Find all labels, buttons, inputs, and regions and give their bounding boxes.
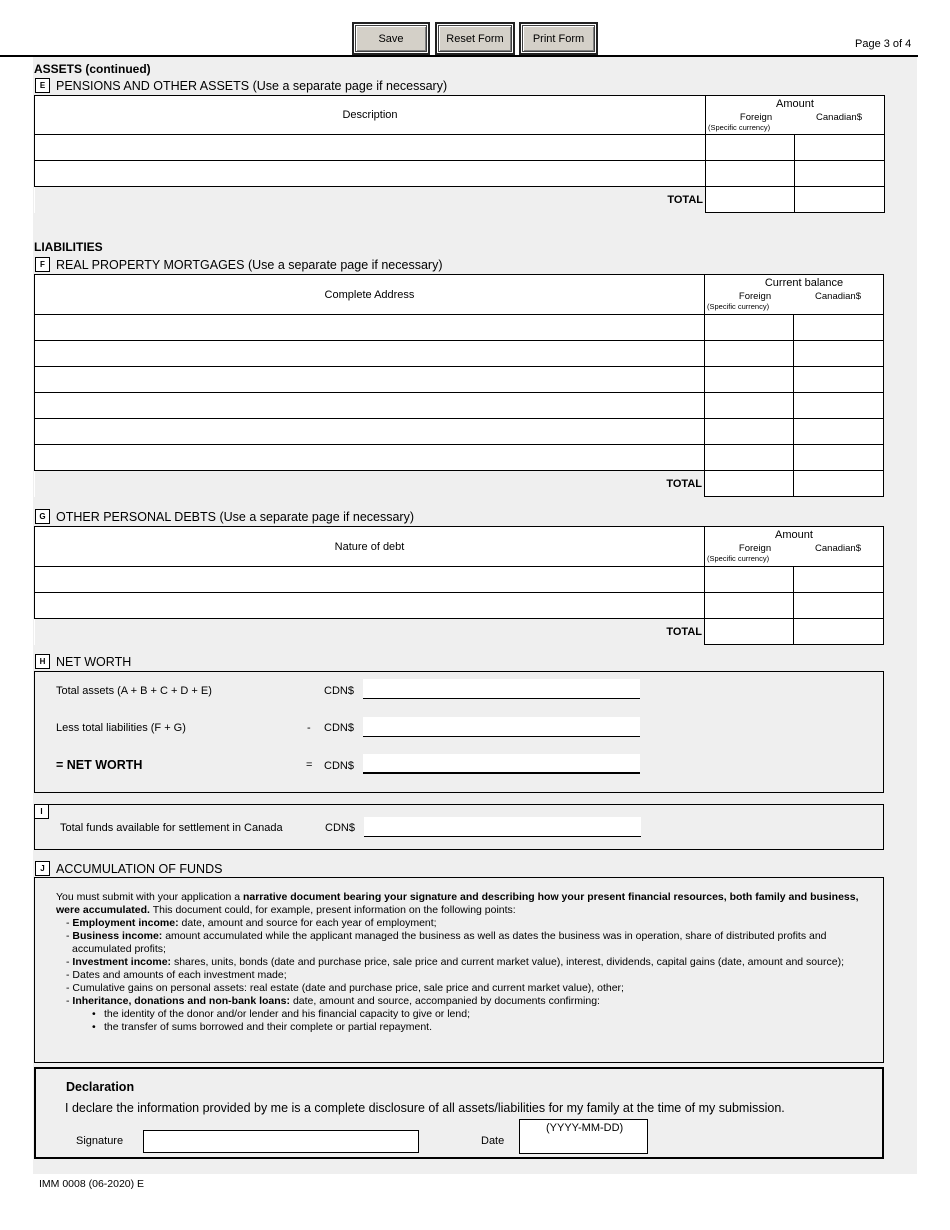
signature-field[interactable] — [143, 1130, 419, 1153]
foreign-header-label: Foreign — [738, 543, 772, 554]
canadian-header-label: Canadian$ — [815, 543, 861, 554]
canadian-amount-cell[interactable] — [794, 315, 884, 341]
section-f-title: REAL PROPERTY MORTGAGES (Use a separate page if necessary) — [56, 258, 443, 272]
section-e-title: PENSIONS AND OTHER ASSETS (Use a separate page if necessary) — [56, 79, 448, 93]
canadian-total-cell[interactable] — [794, 471, 884, 497]
accumulation-point: - Dates and amounts of each investment made; — [66, 969, 287, 981]
accumulation-bullet: • the identity of the donor and/or lender and his financial capacity to give or lend; — [104, 1008, 864, 1021]
less-liabilities-currency: CDN$ — [324, 722, 354, 734]
section-g-title: OTHER PERSONAL DEBTS (Use a separate page if necessary) — [56, 510, 415, 524]
table-row — [35, 161, 885, 187]
balance-header-label: Current balance — [764, 277, 844, 289]
canadian-amount-cell[interactable] — [794, 419, 884, 445]
liabilities-heading: LIABILITIES — [34, 240, 103, 254]
net-worth-currency: CDN$ — [324, 760, 354, 772]
accumulation-intro: You must submit with your application a narrative document bearing your signature and describing how your present financial resources, both family and business, were accumulated. This document could, for example, present information on the following points: — [56, 891, 859, 916]
foreign-amount-cell[interactable] — [705, 393, 794, 419]
foreign-amount-cell[interactable] — [705, 341, 794, 367]
declaration-title: Declaration — [66, 1080, 135, 1094]
equals-sign: = — [306, 759, 313, 771]
canadian-amount-cell[interactable] — [794, 393, 884, 419]
funds-currency: CDN$ — [325, 822, 355, 834]
foreign-note-label: (Specific currency) — [707, 302, 770, 311]
section-g-table — [34, 526, 884, 645]
canadian-total-cell[interactable] — [795, 187, 885, 213]
table-row — [35, 341, 884, 367]
balance-header — [705, 275, 884, 315]
section-f-letter: F — [35, 257, 50, 272]
canadian-amount-cell[interactable] — [795, 135, 885, 161]
less-liabilities-input[interactable] — [363, 717, 640, 737]
canadian-amount-cell[interactable] — [794, 367, 884, 393]
address-cell[interactable] — [35, 419, 705, 445]
foreign-amount-cell[interactable] — [706, 161, 795, 187]
reset-form-button[interactable]: Reset Form — [438, 25, 512, 52]
net-worth-input[interactable] — [363, 754, 640, 774]
foreign-header-label: Foreign — [739, 112, 773, 123]
foreign-total-cell[interactable] — [705, 619, 794, 645]
print-form-button[interactable]: Print Form — [522, 25, 595, 52]
table-row — [35, 135, 885, 161]
table-row — [35, 419, 884, 445]
save-button-frame — [352, 22, 430, 55]
total-assets-label: Total assets (A + B + C + D + E) — [56, 685, 212, 697]
foreign-header-label: Foreign — [738, 291, 772, 302]
address-header: Complete Address — [35, 275, 705, 315]
address-cell[interactable] — [35, 341, 705, 367]
description-header: Description — [35, 96, 706, 135]
nature-of-debt-header: Nature of debt — [35, 527, 705, 567]
less-liabilities-label: Less total liabilities (F + G) — [56, 722, 186, 734]
foreign-total-cell[interactable] — [706, 187, 795, 213]
foreign-amount-cell[interactable] — [705, 315, 794, 341]
amount-header — [706, 96, 885, 135]
section-e-table — [34, 95, 885, 213]
canadian-total-cell[interactable] — [794, 619, 884, 645]
amount-header-label: Amount — [776, 98, 814, 110]
nature-of-debt-cell[interactable] — [35, 593, 705, 619]
print-form-button-frame — [519, 22, 598, 55]
canadian-amount-cell[interactable] — [794, 445, 884, 471]
accumulation-text — [56, 891, 864, 1034]
section-f-table — [34, 274, 884, 497]
section-j-letter: J — [35, 861, 50, 876]
declaration-statement: I declare the information provided by me is a complete disclosure of all assets/liabilities for my family at the time of my submission. — [65, 1101, 785, 1115]
address-cell[interactable] — [35, 367, 705, 393]
net-worth-label: = NET WORTH — [56, 758, 143, 772]
funds-input[interactable] — [364, 817, 641, 837]
date-format-hint: (YYYY-MM-DD) — [546, 1122, 624, 1134]
canadian-amount-cell[interactable] — [794, 567, 884, 593]
table-row — [35, 367, 884, 393]
canadian-header-label: Canadian$ — [816, 112, 862, 123]
total-label: TOTAL — [35, 619, 705, 645]
total-row — [35, 619, 884, 645]
total-assets-currency: CDN$ — [324, 685, 354, 697]
foreign-amount-cell[interactable] — [705, 445, 794, 471]
page-indicator: Page 3 of 4 — [855, 38, 912, 50]
description-cell[interactable] — [35, 161, 706, 187]
table-row — [35, 315, 884, 341]
total-label: TOTAL — [35, 187, 706, 213]
section-e-letter: E — [35, 78, 50, 93]
canadian-header-label: Canadian$ — [815, 291, 861, 302]
accumulation-point: - Cumulative gains on personal assets: real estate (date and purchase price, sale price and current market value), other; — [66, 982, 624, 994]
address-cell[interactable] — [35, 445, 705, 471]
accumulation-point: - Investment income: shares, units, bonds (date and purchase price, sale price and current market value), interest, dividends, capital gains (date, amount and source); — [66, 956, 844, 968]
table-row — [35, 393, 884, 419]
accumulation-point: - Business income: amount accumulated while the applicant managed the business as well as dates the business was in operation, share of distributed profits and accumulated profits; — [66, 930, 827, 955]
foreign-amount-cell[interactable] — [705, 567, 794, 593]
amount-header — [705, 527, 884, 567]
reset-form-button-frame — [435, 22, 515, 55]
date-label: Date — [481, 1135, 505, 1147]
section-g-letter: G — [35, 509, 50, 524]
assets-heading: ASSETS (continued) — [34, 62, 151, 76]
canadian-amount-cell[interactable] — [794, 593, 884, 619]
table-row — [35, 567, 884, 593]
canadian-amount-cell[interactable] — [794, 341, 884, 367]
form-code: IMM 0008 (06-2020) E — [39, 1178, 145, 1190]
save-button[interactable]: Save — [355, 25, 427, 52]
total-assets-input[interactable] — [363, 679, 640, 699]
foreign-amount-cell[interactable] — [705, 593, 794, 619]
table-row — [35, 593, 884, 619]
date-field[interactable] — [519, 1119, 648, 1154]
signature-label: Signature — [76, 1135, 124, 1147]
foreign-amount-cell[interactable] — [706, 135, 795, 161]
description-cell[interactable] — [35, 135, 706, 161]
total-row — [35, 187, 885, 213]
minus-sign: - — [307, 722, 311, 734]
section-h-title: NET WORTH — [56, 655, 132, 669]
total-row — [35, 471, 884, 497]
section-i-letter: I — [34, 804, 49, 819]
foreign-note-label: (Specific currency) — [708, 123, 771, 132]
canadian-amount-cell[interactable] — [795, 161, 885, 187]
amount-header-label: Amount — [775, 529, 813, 541]
foreign-amount-cell[interactable] — [705, 419, 794, 445]
foreign-total-cell[interactable] — [705, 471, 794, 497]
funds-label: Total funds available for settlement in Canada — [60, 822, 283, 834]
nature-of-debt-cell[interactable] — [35, 567, 705, 593]
total-label: TOTAL — [35, 471, 705, 497]
address-cell[interactable] — [35, 393, 705, 419]
foreign-note-label: (Specific currency) — [707, 554, 770, 563]
section-j-title: ACCUMULATION OF FUNDS — [56, 862, 223, 876]
address-cell[interactable] — [35, 315, 705, 341]
accumulation-point: - Inheritance, donations and non-bank loans: date, amount and source, accompanied by documents confirming: — [66, 995, 600, 1007]
section-h-letter: H — [35, 654, 50, 669]
foreign-amount-cell[interactable] — [705, 367, 794, 393]
accumulation-bullet: • the transfer of sums borrowed and their complete or partial repayment. — [104, 1021, 864, 1034]
table-row — [35, 445, 884, 471]
accumulation-point: - Employment income: date, amount and source for each year of employment; — [66, 917, 437, 929]
